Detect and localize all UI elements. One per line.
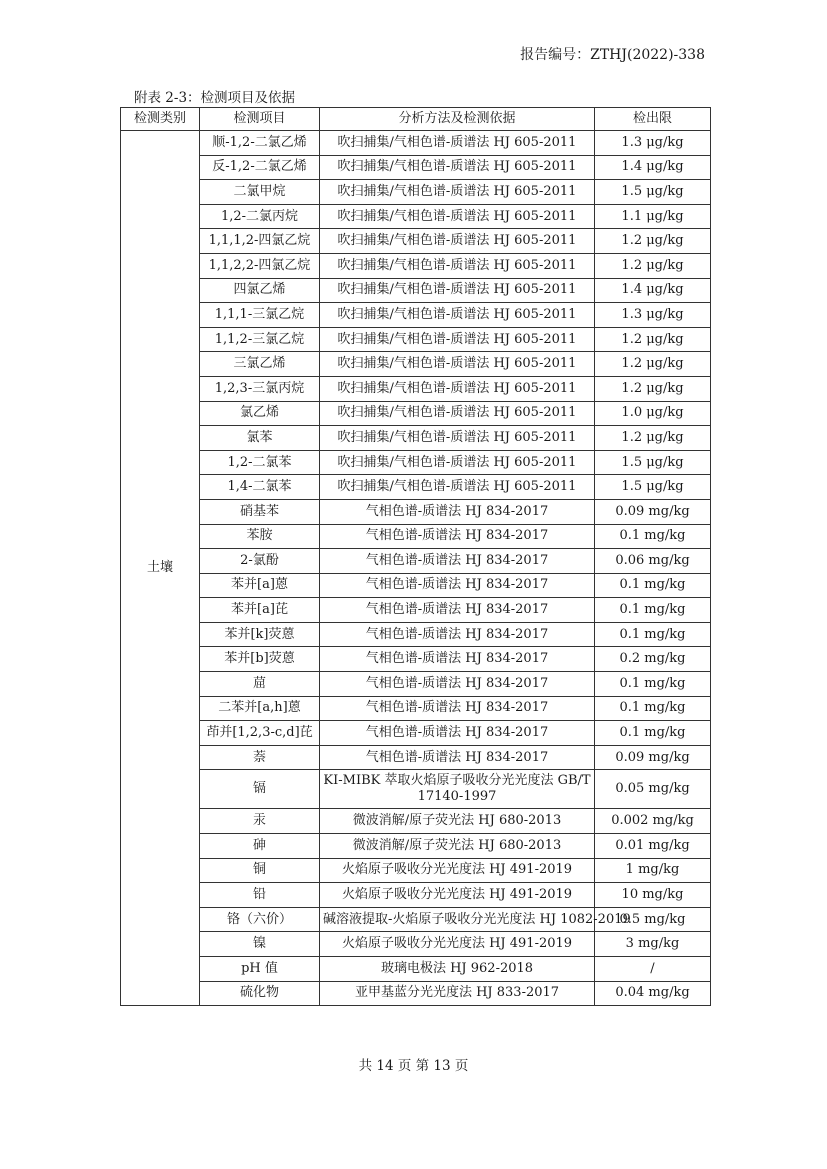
table-row [121, 303, 711, 328]
table-row [121, 253, 711, 278]
header-item: 检测项目 [200, 108, 320, 131]
method-cell: 吹扫捕集/气相色谱-质谱法 HJ 605-2011 [320, 278, 595, 303]
limit-cell: 1.2 μg/kg [595, 327, 711, 352]
table-row [121, 770, 711, 809]
limit-cell: / [595, 957, 711, 982]
method-cell: 火焰原子吸收分光光度法 HJ 491-2019 [320, 858, 595, 883]
limit-cell: 0.1 mg/kg [595, 598, 711, 623]
table-row [121, 957, 711, 982]
method-cell: 气相色谱-质谱法 HJ 834-2017 [320, 573, 595, 598]
table-row [121, 883, 711, 908]
table-row [121, 376, 711, 401]
limit-cell: 0.05 mg/kg [595, 770, 711, 809]
item-cell: 硫化物 [200, 981, 320, 1006]
limit-cell: 1.0 μg/kg [595, 401, 711, 426]
method-cell: 吹扫捕集/气相色谱-质谱法 HJ 605-2011 [320, 229, 595, 254]
limit-cell: 0.06 mg/kg [595, 549, 711, 574]
item-cell: 氯乙烯 [200, 401, 320, 426]
item-cell: 汞 [200, 809, 320, 834]
limit-cell: 0.01 mg/kg [595, 834, 711, 859]
limit-cell: 1 mg/kg [595, 858, 711, 883]
method-cell: 气相色谱-质谱法 HJ 834-2017 [320, 499, 595, 524]
detection-items-table [120, 107, 711, 1006]
item-cell: 茚并[1,2,3-c,d]芘 [200, 721, 320, 746]
table-row [121, 932, 711, 957]
method-cell: 气相色谱-质谱法 HJ 834-2017 [320, 524, 595, 549]
report-number-value: ZTHJ(2022)-338 [590, 47, 705, 63]
item-cell: 1,4-二氯苯 [200, 475, 320, 500]
table-row [121, 622, 711, 647]
item-cell: 1,2,3-三氯丙烷 [200, 376, 320, 401]
item-cell: 镍 [200, 932, 320, 957]
method-cell: 气相色谱-质谱法 HJ 834-2017 [320, 721, 595, 746]
method-cell: 吹扫捕集/气相色谱-质谱法 HJ 605-2011 [320, 327, 595, 352]
table-row [121, 696, 711, 721]
table-row [121, 672, 711, 697]
method-cell: 吹扫捕集/气相色谱-质谱法 HJ 605-2011 [320, 376, 595, 401]
limit-cell: 1.2 μg/kg [595, 376, 711, 401]
table-row [121, 352, 711, 377]
item-cell: 苯胺 [200, 524, 320, 549]
method-cell: 微波消解/原子荧光法 HJ 680-2013 [320, 809, 595, 834]
item-cell: 砷 [200, 834, 320, 859]
limit-cell: 1.3 μg/kg [595, 303, 711, 328]
item-cell: 苯并[a]蒽 [200, 573, 320, 598]
report-number-label: 报告编号： [520, 47, 591, 63]
table-row [121, 327, 711, 352]
item-cell: 铬（六价） [200, 907, 320, 932]
item-cell: 1,2-二氯苯 [200, 450, 320, 475]
method-cell: 吹扫捕集/气相色谱-质谱法 HJ 605-2011 [320, 303, 595, 328]
method-cell: 吹扫捕集/气相色谱-质谱法 HJ 605-2011 [320, 450, 595, 475]
table-row [121, 549, 711, 574]
table-caption: 附表 2-3：检测项目及依据 [134, 90, 296, 106]
table-row [121, 155, 711, 180]
method-cell: 气相色谱-质谱法 HJ 834-2017 [320, 696, 595, 721]
item-cell: 顺-1,2-二氯乙烯 [200, 131, 320, 156]
table-row [121, 573, 711, 598]
table-header-row [121, 108, 711, 131]
limit-cell: 1.2 μg/kg [595, 229, 711, 254]
limit-cell: 1.4 μg/kg [595, 155, 711, 180]
limit-cell: 1.5 μg/kg [595, 450, 711, 475]
table-row [121, 229, 711, 254]
table-row [121, 745, 711, 770]
item-cell: 1,1,1,2-四氯乙烷 [200, 229, 320, 254]
item-cell: 铅 [200, 883, 320, 908]
method-cell: 气相色谱-质谱法 HJ 834-2017 [320, 598, 595, 623]
table-row [121, 180, 711, 205]
method-cell: 吹扫捕集/气相色谱-质谱法 HJ 605-2011 [320, 180, 595, 205]
table-row [121, 858, 711, 883]
table-row [121, 981, 711, 1006]
method-cell: 吹扫捕集/气相色谱-质谱法 HJ 605-2011 [320, 204, 595, 229]
table-row [121, 524, 711, 549]
method-cell: 玻璃电极法 HJ 962-2018 [320, 957, 595, 982]
item-cell: 二苯并[a,h]蒽 [200, 696, 320, 721]
method-cell: 微波消解/原子荧光法 HJ 680-2013 [320, 834, 595, 859]
method-cell: 火焰原子吸收分光光度法 HJ 491-2019 [320, 932, 595, 957]
table-row [121, 834, 711, 859]
report-number [520, 44, 705, 64]
item-cell: 四氯乙烯 [200, 278, 320, 303]
item-cell: 镉 [200, 770, 320, 809]
item-cell: 䓛 [200, 672, 320, 697]
table-row [121, 809, 711, 834]
method-cell: 火焰原子吸收分光光度法 HJ 491-2019 [320, 883, 595, 908]
limit-cell: 0.1 mg/kg [595, 696, 711, 721]
method-cell: 气相色谱-质谱法 HJ 834-2017 [320, 549, 595, 574]
method-cell: 气相色谱-质谱法 HJ 834-2017 [320, 745, 595, 770]
item-cell: 萘 [200, 745, 320, 770]
header-category: 检测类别 [121, 108, 200, 131]
limit-cell: 0.002 mg/kg [595, 809, 711, 834]
table-row [121, 450, 711, 475]
item-cell: 2-氯酚 [200, 549, 320, 574]
table-body [121, 131, 711, 1006]
table-row [121, 907, 711, 932]
item-cell: 二氯甲烷 [200, 180, 320, 205]
table-row [121, 647, 711, 672]
method-cell: KI-MIBK 萃取火焰原子吸收分光光度法 GB/T 17140-1997 [320, 770, 595, 809]
limit-cell: 0.2 mg/kg [595, 647, 711, 672]
method-cell: 碱溶液提取-火焰原子吸收分光光度法 HJ 1082-2019 [320, 907, 595, 932]
limit-cell: 1.2 μg/kg [595, 426, 711, 451]
limit-cell: 1.5 μg/kg [595, 180, 711, 205]
table-row [121, 401, 711, 426]
table-row [121, 598, 711, 623]
method-cell: 吹扫捕集/气相色谱-质谱法 HJ 605-2011 [320, 475, 595, 500]
table-row [121, 475, 711, 500]
method-cell: 吹扫捕集/气相色谱-质谱法 HJ 605-2011 [320, 426, 595, 451]
item-cell: 苯并[b]荧蒽 [200, 647, 320, 672]
item-cell: 反-1,2-二氯乙烯 [200, 155, 320, 180]
item-cell: 三氯乙烯 [200, 352, 320, 377]
limit-cell: 1.4 μg/kg [595, 278, 711, 303]
item-cell: 1,1,2,2-四氯乙烷 [200, 253, 320, 278]
method-cell: 气相色谱-质谱法 HJ 834-2017 [320, 672, 595, 697]
limit-cell: 0.04 mg/kg [595, 981, 711, 1006]
header-method: 分析方法及检测依据 [320, 108, 595, 131]
item-cell: 氯苯 [200, 426, 320, 451]
method-cell: 吹扫捕集/气相色谱-质谱法 HJ 605-2011 [320, 131, 595, 156]
limit-cell: 1.2 μg/kg [595, 253, 711, 278]
method-cell: 吹扫捕集/气相色谱-质谱法 HJ 605-2011 [320, 253, 595, 278]
item-cell: 1,1,2-三氯乙烷 [200, 327, 320, 352]
method-cell: 吹扫捕集/气相色谱-质谱法 HJ 605-2011 [320, 155, 595, 180]
limit-cell: 3 mg/kg [595, 932, 711, 957]
method-cell: 气相色谱-质谱法 HJ 834-2017 [320, 647, 595, 672]
table-row [121, 131, 711, 156]
table-row [121, 499, 711, 524]
method-cell: 亚甲基蓝分光光度法 HJ 833-2017 [320, 981, 595, 1006]
item-cell: 苯并[a]芘 [200, 598, 320, 623]
item-cell: 1,2-二氯丙烷 [200, 204, 320, 229]
table-row [121, 278, 711, 303]
table-row [121, 426, 711, 451]
limit-cell: 1.2 μg/kg [595, 352, 711, 377]
table-row [121, 204, 711, 229]
item-cell: pH 值 [200, 957, 320, 982]
page-footer: 共 14 页 第 13 页 [358, 1058, 469, 1074]
limit-cell: 0.09 mg/kg [595, 499, 711, 524]
method-cell: 吹扫捕集/气相色谱-质谱法 HJ 605-2011 [320, 352, 595, 377]
item-cell: 铜 [200, 858, 320, 883]
limit-cell: 0.1 mg/kg [595, 524, 711, 549]
limit-cell: 1.5 μg/kg [595, 475, 711, 500]
limit-cell: 0.5 mg/kg [595, 907, 711, 932]
limit-cell: 1.3 μg/kg [595, 131, 711, 156]
method-cell: 气相色谱-质谱法 HJ 834-2017 [320, 622, 595, 647]
limit-cell: 10 mg/kg [595, 883, 711, 908]
category-cell: 土壤 [121, 131, 200, 1006]
table-row [121, 721, 711, 746]
limit-cell: 1.1 μg/kg [595, 204, 711, 229]
limit-cell: 0.09 mg/kg [595, 745, 711, 770]
method-cell: 吹扫捕集/气相色谱-质谱法 HJ 605-2011 [320, 401, 595, 426]
header-limit: 检出限 [595, 108, 711, 131]
item-cell: 苯并[k]荧蒽 [200, 622, 320, 647]
limit-cell: 0.1 mg/kg [595, 721, 711, 746]
limit-cell: 0.1 mg/kg [595, 672, 711, 697]
item-cell: 1,1,1-三氯乙烷 [200, 303, 320, 328]
item-cell: 硝基苯 [200, 499, 320, 524]
limit-cell: 0.1 mg/kg [595, 622, 711, 647]
limit-cell: 0.1 mg/kg [595, 573, 711, 598]
